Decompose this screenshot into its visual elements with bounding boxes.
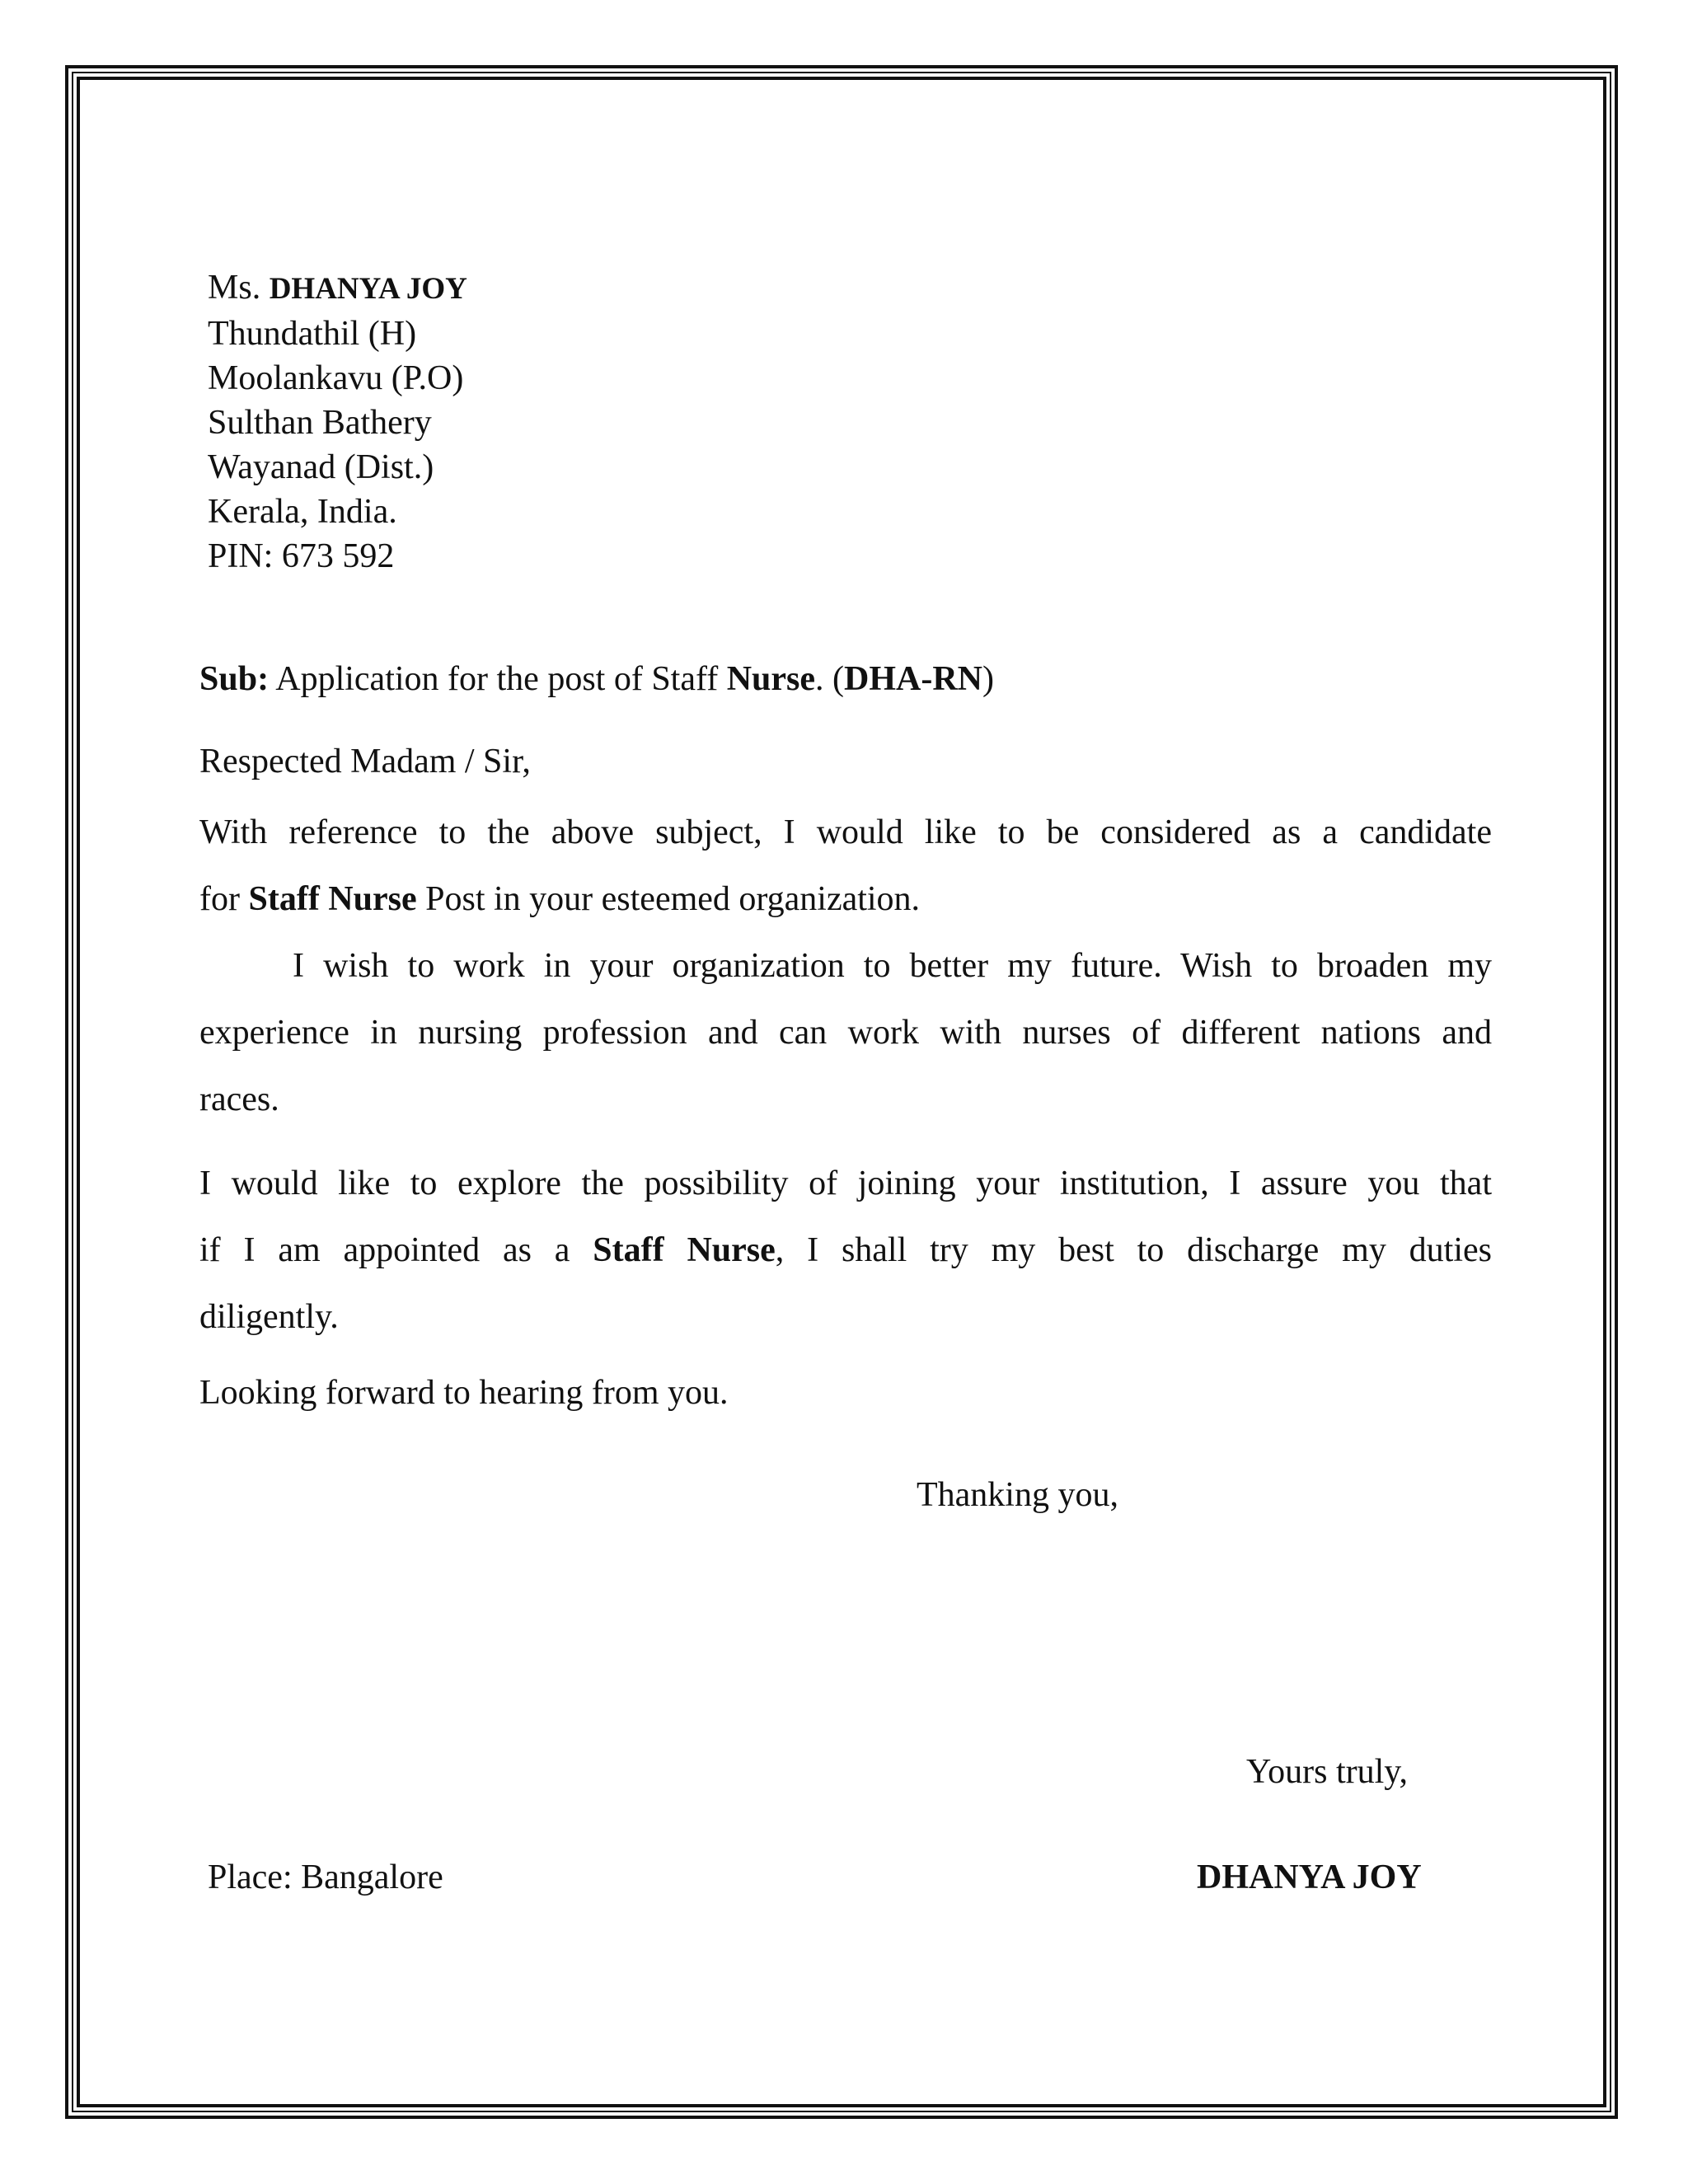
subject-line <box>199 659 994 699</box>
paragraph-line: races. <box>199 1080 279 1118</box>
subject-text: . ( <box>815 660 845 698</box>
subject-text: ) <box>982 660 995 698</box>
subject-emphasis: Nurse <box>726 660 816 698</box>
address-line: PIN: 673 592 <box>208 537 395 575</box>
paragraph-1 <box>199 799 1492 933</box>
paragraph-line: I would like to explore the possibility of joining your institution, I assure you that <box>199 1165 1492 1202</box>
subject-text: Application for the post of Staff <box>269 660 727 698</box>
paragraph-line <box>199 1217 1492 1284</box>
sender-address-block <box>208 265 467 579</box>
paragraph-line: With reference to the above subject, I would like to be considered as a candidate <box>199 813 1492 851</box>
paragraph-2 <box>199 933 1492 1133</box>
sender-title: Ms. <box>208 269 261 307</box>
address-line: Sulthan Bathery <box>208 404 432 442</box>
emphasis-staff-nurse: Staff Nurse <box>593 1231 776 1269</box>
paragraph-3 <box>199 1151 1492 1351</box>
emphasis-staff-nurse: Staff Nurse <box>248 880 417 918</box>
text-run: if I am appointed as a <box>199 1231 593 1269</box>
valediction: Yours truly, <box>1246 1753 1409 1791</box>
text-run: for <box>199 880 249 918</box>
thanking-line: Thanking you, <box>917 1476 1118 1514</box>
subject-code: DHA-RN <box>844 660 983 698</box>
address-line: Wayanad (Dist.) <box>208 448 434 486</box>
address-line: Moolankavu (P.O) <box>208 359 464 397</box>
sender-name-line <box>208 265 467 312</box>
paragraph-line: diligently. <box>199 1298 339 1336</box>
address-line: Kerala, India. <box>208 493 397 531</box>
place-line: Place: Bangalore <box>208 1858 443 1896</box>
closing-sentence: Looking forward to hearing from you. <box>199 1374 729 1412</box>
address-line: Thundathil (H) <box>208 315 417 353</box>
paragraph-line: I wish to work in your organization to better my future. Wish to broaden my <box>293 947 1492 985</box>
text-run: , I shall try my best to discharge my duties <box>775 1231 1492 1269</box>
salutation: Respected Madam / Sir, <box>199 743 531 780</box>
paragraph-line: experience in nursing profession and can work with nurses of different nations and <box>199 1014 1492 1052</box>
signer-name: DHANYA JOY <box>1197 1858 1422 1896</box>
subject-label: Sub: <box>199 660 270 698</box>
text-run: Post in your esteemed organization. <box>416 880 921 918</box>
sender-name: DHANYA JOY <box>269 272 467 306</box>
paragraph-line <box>199 866 1492 933</box>
